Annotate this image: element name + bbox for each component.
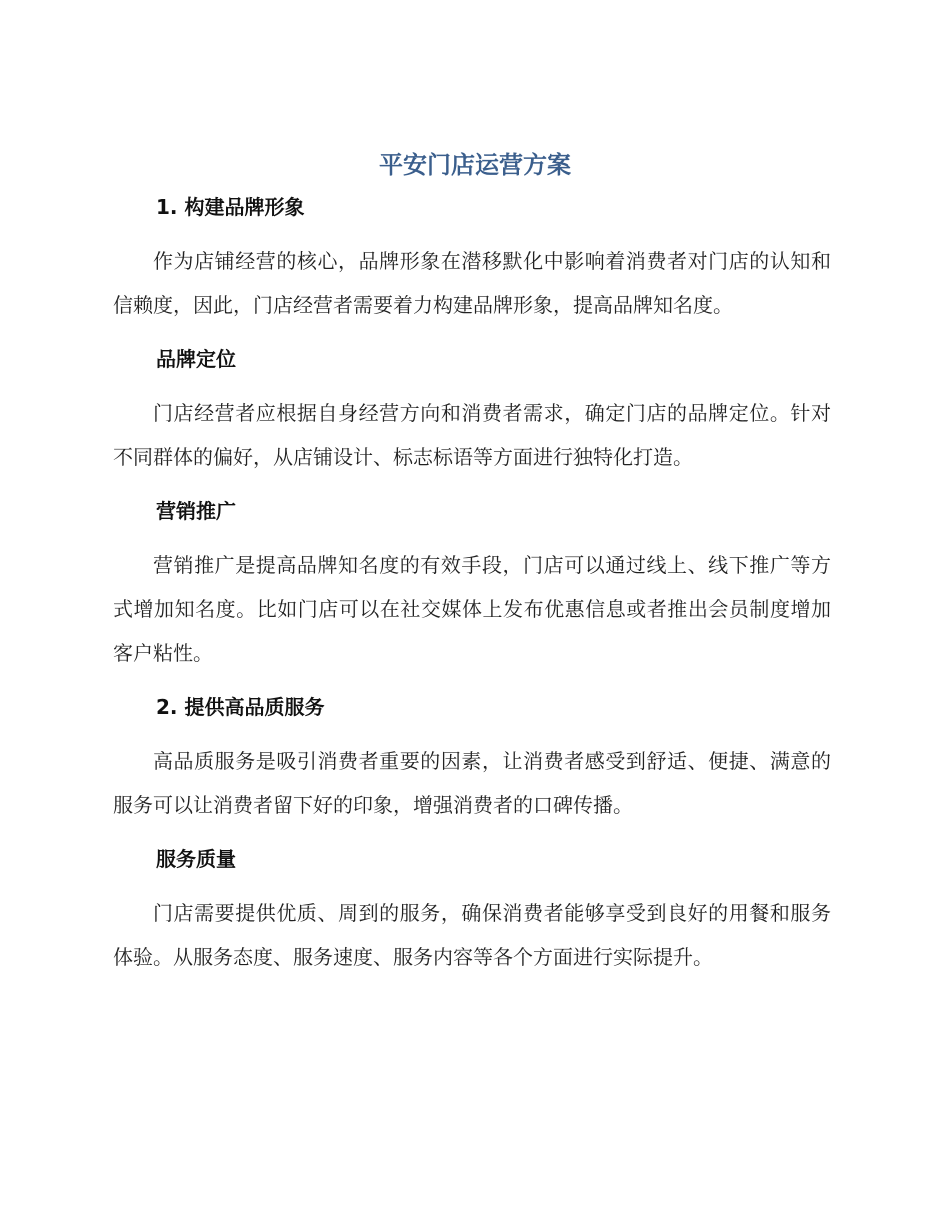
section-paragraph-service-quality: 门店需要提供优质、周到的服务，确保消费者能够享受到良好的用餐和服务体验。从服务态度、服务速度、服务内容等各个方面进行实际提升。 xyxy=(113,901,831,969)
section-paragraph-brand-positioning: 门店经营者应根据自身经营方向和消费者需求，确定门店的品牌定位。针对不同群体的偏好，从店铺设计、标志标语等方面进行独特化打造。 xyxy=(113,401,831,469)
section-paragraph-brand-image: 作为店铺经营的核心，品牌形象在潜移默化中影响着消费者对门店的认知和信赖度，因此，门店经营者需要着力构建品牌形象，提高品牌知名度。 xyxy=(113,249,831,317)
section-heading-brand-positioning: 品牌定位 xyxy=(156,347,236,371)
section-heading-service-quality: 服务质量 xyxy=(156,847,236,871)
section-heading-quality-service: 2. 提供高品质服务 xyxy=(156,695,325,719)
section-paragraph-quality-service: 高品质服务是吸引消费者重要的因素，让消费者感受到舒适、便捷、满意的服务可以让消费者留下好的印象，增强消费者的口碑传播。 xyxy=(113,749,831,817)
page-title: 平安门店运营方案 xyxy=(379,151,571,179)
section-heading-marketing: 营销推广 xyxy=(156,499,236,523)
document-body xyxy=(113,188,831,992)
section-heading-brand-image: 1. 构建品牌形象 xyxy=(156,195,305,219)
section-paragraph-marketing: 营销推广是提高品牌知名度的有效手段，门店可以通过线上、线下推广等方式增加知名度。比如门店可以在社交媒体上发布优惠信息或者推出会员制度增加客户粘性。 xyxy=(113,553,831,665)
